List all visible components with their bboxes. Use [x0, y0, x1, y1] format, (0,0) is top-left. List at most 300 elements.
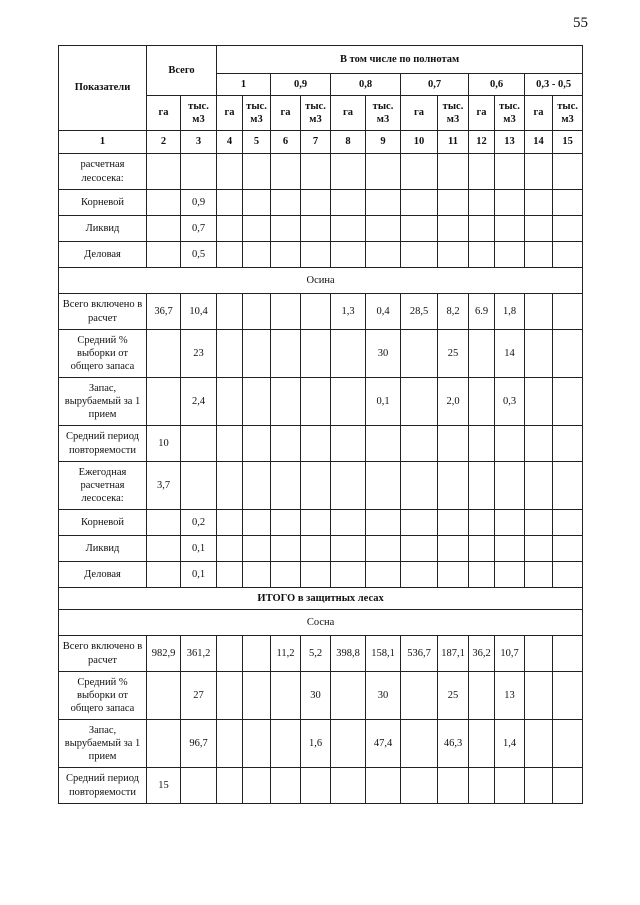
- table-cell: [553, 294, 583, 330]
- table-row: [59, 426, 583, 462]
- row-label: Корневой: [59, 510, 147, 536]
- table-cell: [438, 190, 469, 216]
- table-cell: [271, 462, 301, 510]
- table-cell: 3,7: [147, 462, 181, 510]
- table-cell: 0,7: [181, 216, 217, 242]
- table-cell: [331, 536, 366, 562]
- table-cell: [553, 216, 583, 242]
- table-cell: [469, 462, 495, 510]
- table-cell: [301, 216, 331, 242]
- table-cell: [469, 510, 495, 536]
- unit-volume: тыс. м3: [553, 96, 583, 131]
- table-cell: 0,9: [181, 190, 217, 216]
- table-row: [59, 636, 583, 672]
- table-cell: [301, 242, 331, 268]
- table-row: [59, 768, 583, 804]
- table-cell: [331, 330, 366, 378]
- table-cell: [366, 562, 401, 588]
- table-cell: [181, 154, 217, 190]
- row-label: Запас, вырубаемый за 1 прием: [59, 720, 147, 768]
- table-cell: [495, 510, 525, 536]
- row-label: Средний % выборки от общего запаса: [59, 672, 147, 720]
- table-row: [59, 294, 583, 330]
- table-cell: [438, 216, 469, 242]
- unit-ha: га: [469, 96, 495, 131]
- table-row: [59, 190, 583, 216]
- table-cell: [469, 378, 495, 426]
- table-cell: [495, 462, 525, 510]
- table-cell: [401, 330, 438, 378]
- table-cell: [438, 426, 469, 462]
- table-cell: [271, 536, 301, 562]
- table-cell: [553, 426, 583, 462]
- row-label: Средний период повторяемости: [59, 426, 147, 462]
- table-cell: [401, 190, 438, 216]
- table-cell: [331, 242, 366, 268]
- table-cell: 2,4: [181, 378, 217, 426]
- table-cell: [525, 462, 553, 510]
- table-cell: [525, 378, 553, 426]
- table-cell: [401, 378, 438, 426]
- table-cell: [525, 768, 553, 804]
- table-cell: [401, 672, 438, 720]
- unit-ha: га: [271, 96, 301, 131]
- table-cell: 1,4: [495, 720, 525, 768]
- table-cell: [401, 510, 438, 536]
- table-cell: [401, 216, 438, 242]
- table-cell: [217, 462, 243, 510]
- table-cell: [331, 378, 366, 426]
- table-cell: [553, 636, 583, 672]
- unit-ha: га: [147, 96, 181, 131]
- section-title: Сосна: [59, 610, 583, 636]
- table-cell: [495, 426, 525, 462]
- table-cell: [147, 216, 181, 242]
- column-number: 4: [217, 131, 243, 154]
- row-label: Ликвид: [59, 536, 147, 562]
- table-cell: [243, 154, 271, 190]
- cutting-area-table: [58, 45, 583, 804]
- table-cell: [553, 536, 583, 562]
- table-cell: [553, 510, 583, 536]
- table-cell: 27: [181, 672, 217, 720]
- table-cell: [438, 462, 469, 510]
- table-cell: [553, 720, 583, 768]
- table-cell: [366, 536, 401, 562]
- table-cell: 36,7: [147, 294, 181, 330]
- table-cell: [217, 190, 243, 216]
- table-cell: [147, 330, 181, 378]
- table-cell: [401, 242, 438, 268]
- table-cell: [438, 154, 469, 190]
- table-cell: 0,5: [181, 242, 217, 268]
- table-cell: [469, 426, 495, 462]
- table-cell: [495, 536, 525, 562]
- table-cell: [495, 242, 525, 268]
- table-row: [59, 216, 583, 242]
- table-cell: [366, 510, 401, 536]
- table-cell: 28,5: [401, 294, 438, 330]
- table-cell: [147, 510, 181, 536]
- table-cell: [495, 216, 525, 242]
- table-cell: [181, 768, 217, 804]
- table-cell: [525, 636, 553, 672]
- header-density: 0,9: [271, 74, 331, 96]
- table-cell: [525, 216, 553, 242]
- table-cell: [495, 768, 525, 804]
- table-cell: [401, 462, 438, 510]
- unit-ha: га: [401, 96, 438, 131]
- table-cell: [217, 672, 243, 720]
- section-title: ИТОГО в защитных лесах: [59, 588, 583, 610]
- section-row: [59, 268, 583, 294]
- unit-ha: га: [525, 96, 553, 131]
- table-cell: [438, 242, 469, 268]
- table-cell: [495, 154, 525, 190]
- header-density: 0,3 - 0,5: [525, 74, 583, 96]
- table-cell: 25: [438, 330, 469, 378]
- table-cell: [438, 536, 469, 562]
- table-cell: [401, 426, 438, 462]
- table-cell: [147, 190, 181, 216]
- table-cell: 5,2: [301, 636, 331, 672]
- table-cell: [243, 562, 271, 588]
- table-cell: [553, 242, 583, 268]
- table-cell: 0,2: [181, 510, 217, 536]
- row-label: Средний период повторяемости: [59, 768, 147, 804]
- table-cell: [525, 242, 553, 268]
- table-cell: [331, 562, 366, 588]
- table-cell: [217, 720, 243, 768]
- table-cell: [243, 216, 271, 242]
- table-cell: [301, 154, 331, 190]
- table-cell: [217, 636, 243, 672]
- table-cell: [271, 154, 301, 190]
- header-density: 0,8: [331, 74, 401, 96]
- table-cell: [438, 768, 469, 804]
- table-cell: 0,4: [366, 294, 401, 330]
- row-label: Деловая: [59, 242, 147, 268]
- table-cell: [495, 190, 525, 216]
- table-cell: [217, 216, 243, 242]
- table-cell: 361,2: [181, 636, 217, 672]
- table-cell: [366, 242, 401, 268]
- unit-volume: тыс. м3: [243, 96, 271, 131]
- table-cell: 15: [147, 768, 181, 804]
- table-cell: [301, 190, 331, 216]
- table-cell: [469, 242, 495, 268]
- table-cell: [147, 154, 181, 190]
- table-cell: [301, 426, 331, 462]
- table-cell: [271, 216, 301, 242]
- table-cell: 30: [366, 672, 401, 720]
- table-cell: 398,8: [331, 636, 366, 672]
- table-cell: 1,6: [301, 720, 331, 768]
- table-cell: 0,1: [181, 536, 217, 562]
- table-row: [59, 462, 583, 510]
- table-cell: [469, 672, 495, 720]
- table-cell: 96,7: [181, 720, 217, 768]
- table-cell: [525, 426, 553, 462]
- table-row: [59, 330, 583, 378]
- column-number: 10: [401, 131, 438, 154]
- unit-ha: га: [331, 96, 366, 131]
- table-cell: [271, 510, 301, 536]
- table-cell: [553, 154, 583, 190]
- table-cell: [181, 426, 217, 462]
- column-number: 9: [366, 131, 401, 154]
- table-row: [59, 154, 583, 190]
- table-cell: 11,2: [271, 636, 301, 672]
- table-cell: 14: [495, 330, 525, 378]
- row-label: Ликвид: [59, 216, 147, 242]
- row-label: расчетная лесосека:: [59, 154, 147, 190]
- table-cell: [469, 190, 495, 216]
- table-cell: [301, 378, 331, 426]
- table-cell: [438, 510, 469, 536]
- unit-volume: тыс. м3: [438, 96, 469, 131]
- row-label: Корневой: [59, 190, 147, 216]
- table-cell: 1,3: [331, 294, 366, 330]
- table-row: [59, 562, 583, 588]
- table-cell: [495, 562, 525, 588]
- table-cell: 23: [181, 330, 217, 378]
- table-cell: [271, 294, 301, 330]
- table-cell: [217, 378, 243, 426]
- unit-ha: га: [217, 96, 243, 131]
- table-cell: [243, 294, 271, 330]
- table-cell: [331, 216, 366, 242]
- table-cell: [525, 510, 553, 536]
- row-label: Запас, вырубаемый за 1 прием: [59, 378, 147, 426]
- section-title: Осина: [59, 268, 583, 294]
- table-row: [59, 720, 583, 768]
- column-number: 14: [525, 131, 553, 154]
- table-cell: 2,0: [438, 378, 469, 426]
- table-cell: [525, 720, 553, 768]
- table-cell: [301, 462, 331, 510]
- table-cell: [243, 426, 271, 462]
- table-cell: [243, 242, 271, 268]
- row-label: Средний % выборки от общего запаса: [59, 330, 147, 378]
- table-cell: [217, 768, 243, 804]
- table-cell: [271, 672, 301, 720]
- table-cell: 6.9: [469, 294, 495, 330]
- table-cell: [243, 190, 271, 216]
- table-cell: [301, 510, 331, 536]
- column-number: 11: [438, 131, 469, 154]
- table-cell: 10,4: [181, 294, 217, 330]
- table-cell: 30: [366, 330, 401, 378]
- table-cell: [366, 190, 401, 216]
- table-cell: [271, 562, 301, 588]
- table-cell: [553, 672, 583, 720]
- table-cell: [469, 154, 495, 190]
- table-cell: [525, 330, 553, 378]
- column-number: 7: [301, 131, 331, 154]
- unit-volume: тыс. м3: [366, 96, 401, 131]
- table-cell: [217, 242, 243, 268]
- table-cell: [243, 768, 271, 804]
- header-total: Всего: [147, 46, 217, 96]
- table-header: [59, 46, 583, 154]
- table-cell: 187,1: [438, 636, 469, 672]
- table-cell: [525, 294, 553, 330]
- table-cell: [366, 426, 401, 462]
- table-cell: [331, 154, 366, 190]
- table-cell: [243, 330, 271, 378]
- table-cell: [301, 294, 331, 330]
- table-cell: [331, 462, 366, 510]
- table-cell: 10,7: [495, 636, 525, 672]
- column-number: 15: [553, 131, 583, 154]
- table-cell: [301, 768, 331, 804]
- table-cell: [401, 536, 438, 562]
- table-cell: 0,3: [495, 378, 525, 426]
- row-label: Всего включено в расчет: [59, 636, 147, 672]
- section-row: [59, 610, 583, 636]
- header-density: 1: [217, 74, 271, 96]
- column-number: 6: [271, 131, 301, 154]
- table-cell: [331, 672, 366, 720]
- table-cell: [271, 768, 301, 804]
- table-cell: [243, 378, 271, 426]
- row-label: Всего включено в расчет: [59, 294, 147, 330]
- row-label: Деловая: [59, 562, 147, 588]
- column-number: 5: [243, 131, 271, 154]
- table-cell: [217, 510, 243, 536]
- table-cell: [553, 330, 583, 378]
- table-row: [59, 536, 583, 562]
- table-row: [59, 242, 583, 268]
- page-number: 55: [573, 15, 588, 31]
- table-cell: 25: [438, 672, 469, 720]
- table-cell: 982,9: [147, 636, 181, 672]
- table-cell: [401, 720, 438, 768]
- table-cell: [525, 672, 553, 720]
- table-cell: [331, 768, 366, 804]
- table-cell: [217, 426, 243, 462]
- unit-volume: тыс. м3: [301, 96, 331, 131]
- table-cell: [147, 562, 181, 588]
- table-cell: [147, 378, 181, 426]
- table-cell: [438, 562, 469, 588]
- table-cell: [366, 216, 401, 242]
- section-row: [59, 588, 583, 610]
- table-cell: [243, 510, 271, 536]
- table-cell: [331, 190, 366, 216]
- table-cell: [217, 536, 243, 562]
- table-cell: [401, 768, 438, 804]
- table-cell: [525, 154, 553, 190]
- table-cell: [243, 462, 271, 510]
- header-density: 0,6: [469, 74, 525, 96]
- column-number: 1: [59, 131, 147, 154]
- table-cell: 1,8: [495, 294, 525, 330]
- table-cell: 46,3: [438, 720, 469, 768]
- table-cell: [469, 330, 495, 378]
- table-cell: [553, 378, 583, 426]
- table-cell: [401, 154, 438, 190]
- table-cell: [401, 562, 438, 588]
- table-cell: 47,4: [366, 720, 401, 768]
- table-body: [59, 154, 583, 804]
- table-cell: [553, 562, 583, 588]
- unit-volume: тыс. м3: [495, 96, 525, 131]
- header-including: В том числе по полнотам: [217, 46, 583, 74]
- table-cell: 8,2: [438, 294, 469, 330]
- table-cell: [147, 536, 181, 562]
- table-cell: [301, 536, 331, 562]
- row-label: Ежегодная расчетная лесосека:: [59, 462, 147, 510]
- table-cell: 30: [301, 672, 331, 720]
- table-cell: [525, 190, 553, 216]
- column-number: 13: [495, 131, 525, 154]
- table-cell: [271, 378, 301, 426]
- table-cell: [301, 330, 331, 378]
- table-cell: [331, 510, 366, 536]
- column-number: 2: [147, 131, 181, 154]
- table-cell: [217, 330, 243, 378]
- table-cell: [553, 462, 583, 510]
- column-number: 3: [181, 131, 217, 154]
- table-cell: [243, 536, 271, 562]
- table-cell: [217, 562, 243, 588]
- table-cell: [271, 190, 301, 216]
- table-cell: [469, 768, 495, 804]
- table-cell: [271, 720, 301, 768]
- table-cell: [366, 462, 401, 510]
- table-cell: 158,1: [366, 636, 401, 672]
- unit-volume: тыс. м3: [181, 96, 217, 131]
- table-cell: [469, 720, 495, 768]
- table-cell: 36,2: [469, 636, 495, 672]
- table-cell: [243, 672, 271, 720]
- table-cell: [331, 720, 366, 768]
- table-cell: [366, 154, 401, 190]
- header-indicators: Показатели: [59, 46, 147, 131]
- table-cell: [181, 462, 217, 510]
- table-row: [59, 510, 583, 536]
- table-cell: [553, 190, 583, 216]
- table-cell: [469, 562, 495, 588]
- table-cell: [243, 636, 271, 672]
- table-cell: [469, 536, 495, 562]
- table-cell: [217, 154, 243, 190]
- header-density: 0,7: [401, 74, 469, 96]
- table-cell: 0,1: [181, 562, 217, 588]
- table-cell: 536,7: [401, 636, 438, 672]
- table-cell: [147, 672, 181, 720]
- table-cell: [271, 242, 301, 268]
- table-cell: [525, 562, 553, 588]
- table-cell: [271, 426, 301, 462]
- table-cell: [469, 216, 495, 242]
- table-cell: 13: [495, 672, 525, 720]
- table-cell: 0,1: [366, 378, 401, 426]
- table-row: [59, 672, 583, 720]
- column-number: 8: [331, 131, 366, 154]
- table-cell: [331, 426, 366, 462]
- table-cell: [217, 294, 243, 330]
- table-cell: [271, 330, 301, 378]
- table-cell: 10: [147, 426, 181, 462]
- table-cell: [553, 768, 583, 804]
- table-cell: [525, 536, 553, 562]
- table-cell: [366, 768, 401, 804]
- table-cell: [147, 242, 181, 268]
- table-cell: [243, 720, 271, 768]
